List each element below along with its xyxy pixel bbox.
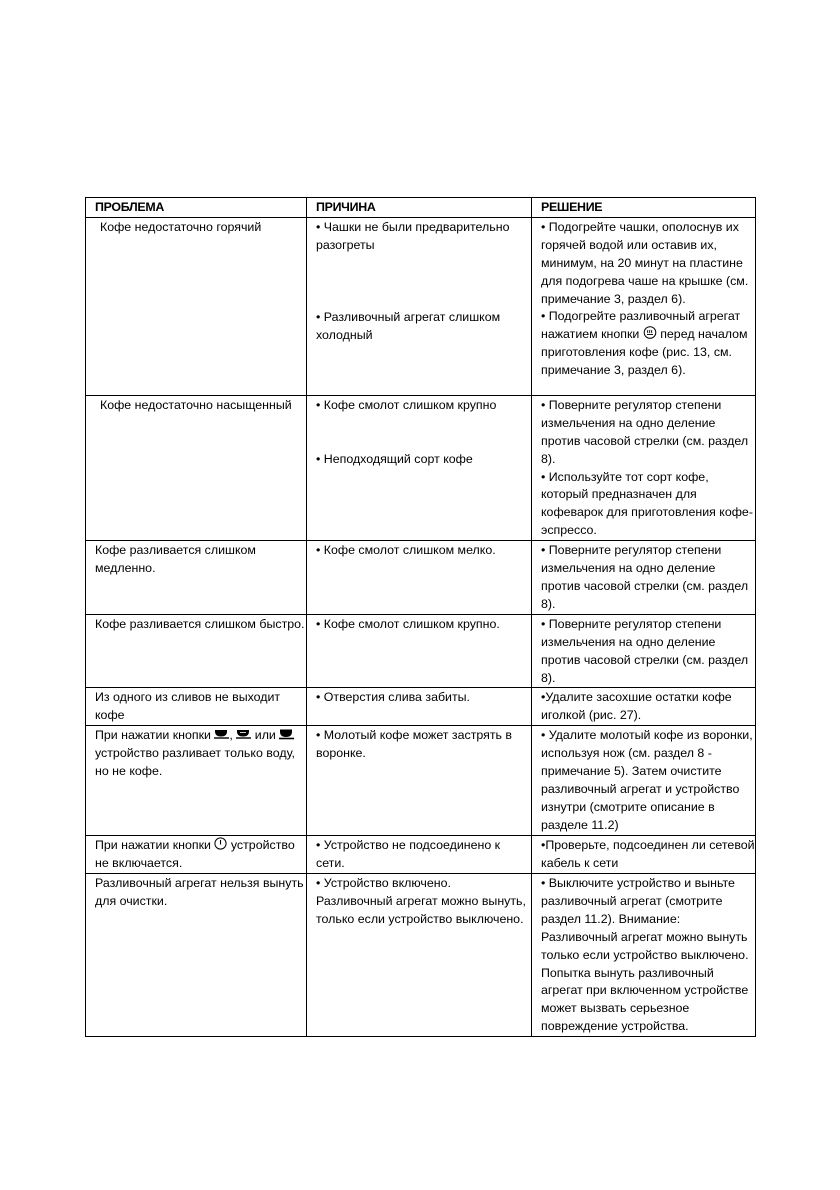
solution-text: • Поверните регулятор степени измельчения на одно деление против часовой стрелки (см. раздел 8).	[541, 397, 749, 466]
solution-cell: •Удалите засохшие остатки кофе иголкой (рис. 27).	[532, 688, 756, 726]
problem-cell	[86, 836, 307, 874]
table-row	[86, 541, 756, 615]
single-cup-icon	[214, 729, 229, 740]
solution-cell: • Выключите устройство и выньте разливочный агрегат (смотрите раздел 11.2). Внимание: Разливочный агрегат можно вынуть только если устройство выключено. Попытка вынуть разливочный агрегат при включенном устройстве может вызвать серьезное повреждение устройства.	[532, 874, 756, 1037]
cause-cell: • Кофе смолот слишком крупно.	[307, 614, 532, 688]
cause-text: • Устройство включено.	[316, 876, 451, 891]
header-problem: ПРОБЛЕМА	[86, 198, 307, 218]
problem-text: ,	[229, 728, 233, 743]
cause-cell: • Устройство не подсоединено к сети.	[307, 836, 532, 874]
power-button-icon	[214, 837, 227, 850]
cause-cell: • Отверстия слива забиты.	[307, 688, 532, 726]
cause-cell: • Молотый кофе может застрять в воронке.	[307, 726, 532, 836]
problem-cell	[86, 395, 307, 540]
solution-text: перед началом приготовления кофе (рис. 13, см. примечание 3, раздел 6).	[541, 327, 748, 378]
problem-text: Кофе недостаточно насыщенный	[100, 397, 292, 412]
header-cause: ПРИЧИНА	[307, 198, 532, 218]
cause-cell	[307, 395, 532, 540]
problem-cell: Кофе разливается слишком быстро.	[86, 614, 307, 688]
cause-cell: • Кофе смолот слишком мелко.	[307, 541, 532, 615]
table-row	[86, 836, 756, 874]
problem-text: или	[254, 728, 276, 743]
problem-text: устройство не включается.	[95, 838, 295, 871]
problem-text: При нажатии кнопки	[95, 728, 211, 743]
cause-cell	[307, 874, 532, 1037]
solution-cell: • Поверните регулятор степени измельчения на одно деление против часовой стрелки (см. раздел 8).	[532, 614, 756, 688]
solution-text: • Подогрейте разливочный агрегат нажатием кнопки	[541, 309, 741, 342]
large-cup-icon	[279, 729, 294, 740]
cause-text: • Чашки не были предварительно разогреты	[316, 219, 510, 252]
problem-text: устройство разливает только воду, но не кофе.	[95, 746, 295, 779]
solution-text: • Подогрейте чашки, ополоснув их горячей водой или оставив их, минимум, на 20 минут на пластине для подогрева чаше на крышке (см. примечание 3, раздел 6).	[541, 219, 749, 306]
cause-text: • Неподходящий сорт кофе	[316, 451, 473, 466]
problem-cell: Разливочный агрегат нельзя вынуть для очистки.	[86, 874, 307, 1037]
solution-cell: • Поверните регулятор степени измельчения на одно деление против часовой стрелки (см. раздел 8).	[532, 541, 756, 615]
cause-cell	[307, 217, 532, 395]
table-row	[86, 726, 756, 836]
problem-cell	[86, 726, 307, 836]
problem-text: При нажатии кнопки	[95, 838, 211, 853]
solution-cell	[532, 395, 756, 540]
problem-cell: Кофе разливается слишком медленно.	[86, 541, 307, 615]
table-row	[86, 874, 756, 1037]
table-row	[86, 688, 756, 726]
problem-cell: Из одного из сливов не выходит кофе	[86, 688, 307, 726]
double-cup-icon	[236, 729, 251, 740]
solution-text: • Используйте тот сорт кофе, который предназначен для кофеварок для приготовления кофе-эспрессо.	[541, 469, 753, 538]
solution-cell	[532, 217, 756, 395]
solution-cell: • Удалите молотый кофе из воронки, используя нож (см. раздел 8 - примечание 5). Затем очистите разливочный агрегат и устройство изнутри (смотрите описание в разделе 11.2)	[532, 726, 756, 836]
table-row	[86, 614, 756, 688]
table-row	[86, 395, 756, 540]
cause-text: • Кофе смолот слишком крупно	[316, 397, 497, 412]
preheat-button-icon	[643, 326, 657, 339]
cause-text: Разливочный агрегат можно вынуть, только если устройство выключено.	[316, 893, 526, 926]
troubleshooting-table	[85, 197, 756, 1037]
table-row	[86, 217, 756, 395]
problem-text: Кофе недостаточно горячий	[100, 219, 262, 234]
problem-cell	[86, 217, 307, 395]
header-row	[86, 198, 756, 218]
header-solution: РЕШЕНИЕ	[532, 198, 756, 218]
cause-text: • Разливочный агрегат слишком холодный	[316, 309, 501, 342]
solution-cell: •Проверьте, подсоединен ли сетевой кабель к сети	[532, 836, 756, 874]
